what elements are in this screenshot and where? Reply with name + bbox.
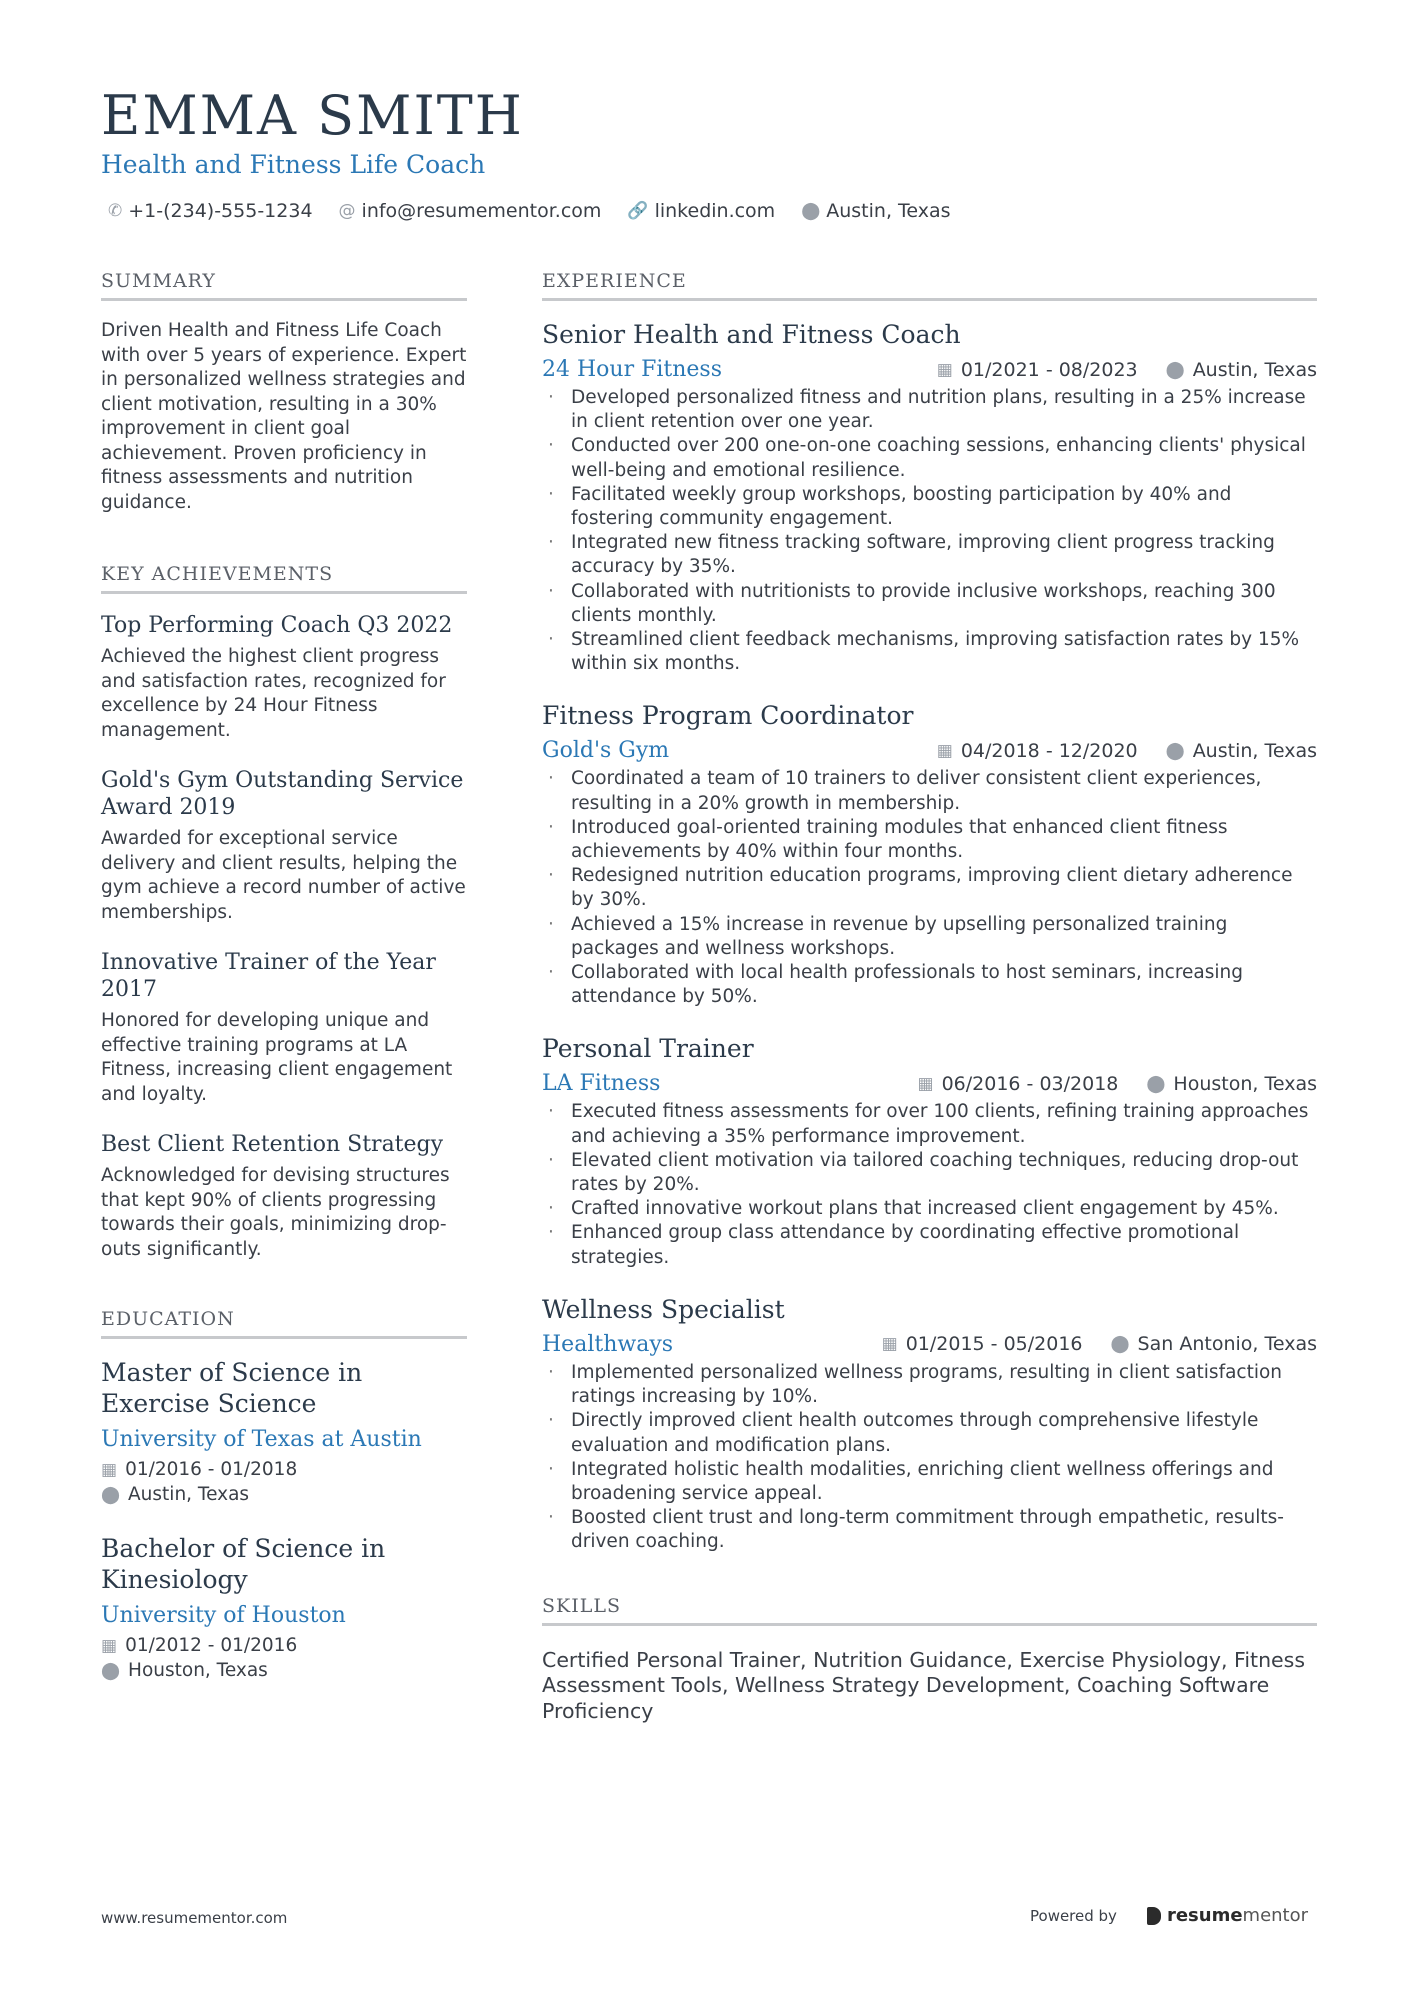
job-company: LA Fitness	[542, 1071, 661, 1097]
achievement-item	[101, 612, 467, 743]
achievement-item	[101, 1131, 467, 1262]
job-location	[1166, 740, 1317, 762]
job-bullet: · Conducted over 200 one-on-one coaching sessions, enhancing clients' physical well-being and emotional resilience.	[542, 434, 1317, 482]
education-dates-text: 01/2016 - 01/2018	[125, 1459, 298, 1480]
job-bullet: · Developed personalized fitness and nutrition plans, resulting in a 25% increase in client retention over one year.	[542, 386, 1317, 434]
job-bullet: · Enhanced group class attendance by coordinating effective promotional strategies.	[542, 1221, 1317, 1269]
job-company: Gold's Gym	[542, 738, 670, 764]
job-meta	[882, 1333, 1317, 1355]
job-bullet: · Collaborated with nutritionists to provide inclusive workshops, reaching 300 clients monthly.	[542, 580, 1317, 628]
job-line	[542, 1071, 1317, 1096]
contact-email-text: info@resumementor.com	[361, 200, 602, 222]
job-bullets	[542, 1361, 1317, 1555]
job-meta	[937, 359, 1317, 381]
achievements-heading: KEY ACHIEVEMENTS	[101, 563, 467, 594]
job-location-text: Austin, Texas	[1192, 358, 1317, 381]
achievement-title: Best Client Retention Strategy	[101, 1132, 444, 1157]
candidate-title: Health and Fitness Life Coach	[101, 150, 486, 179]
at-icon: @	[338, 201, 356, 221]
location-icon: ⬤	[1146, 1073, 1166, 1094]
calendar-icon: ▦	[101, 1636, 118, 1656]
left-column	[101, 270, 467, 1709]
footer-brand	[1030, 1905, 1308, 1926]
education-location-text: Austin, Texas	[128, 1483, 250, 1505]
job-entry	[542, 319, 1317, 676]
link-icon: 🔗	[627, 201, 649, 221]
calendar-icon: ▦	[101, 1460, 118, 1480]
job-dates	[882, 1333, 1083, 1355]
contact-phone[interactable]	[108, 200, 313, 222]
achievement-title: Top Performing Coach Q3 2022	[101, 613, 453, 638]
summary-heading: SUMMARY	[101, 270, 467, 301]
job-bullet: · Directly improved client health outcomes through comprehensive lifestyle evaluation and modification plans.	[542, 1409, 1317, 1457]
job-role: Senior Health and Fitness Coach	[542, 320, 961, 349]
job-entry	[542, 700, 1317, 1009]
job-bullet: · Executed fitness assessments for over 100 clients, refining training approaches and achieving a 35% performance improvement.	[542, 1100, 1317, 1148]
calendar-icon: ▦	[936, 740, 953, 761]
job-location	[1146, 1073, 1317, 1095]
job-bullet: · Achieved a 15% increase in revenue by upselling personalized training packages and wellness workshops.	[542, 913, 1317, 961]
job-role: Fitness Program Coordinator	[542, 701, 914, 731]
contact-linkedin[interactable]	[627, 200, 775, 222]
job-dates	[918, 1073, 1119, 1095]
achievement-text: Achieved the highest client progress and satisfaction rates, recognized for excellence by 24 Hour Fitness management.	[101, 646, 446, 741]
job-line	[542, 738, 1317, 763]
experience-section	[542, 270, 1317, 1555]
education-location	[101, 1483, 467, 1508]
education-item	[101, 1533, 467, 1683]
job-bullet: · Elevated client motivation via tailored coaching techniques, reducing drop-out rates by 20%.	[542, 1149, 1317, 1197]
job-bullet: · Redesigned nutrition education programs, improving client dietary adherence by 30%.	[542, 864, 1317, 912]
right-column	[542, 270, 1317, 1724]
education-location-text: Houston, Texas	[128, 1659, 268, 1681]
contact-bar	[108, 200, 951, 222]
job-location-text: San Antonio, Texas	[1137, 1333, 1317, 1356]
contact-email[interactable]	[339, 200, 602, 222]
footer-website[interactable]: www.resumementor.com	[101, 1909, 288, 1927]
achievement-text: Honored for developing unique and effective training programs at LA Fitness, increasing client engagement and loyalty.	[101, 1010, 453, 1105]
job-dates-text: 01/2021 - 08/2023	[960, 358, 1138, 381]
job-role: Personal Trainer	[542, 1034, 754, 1064]
job-bullet: · Streamlined client feedback mechanisms, improving satisfaction rates by 15% within six months.	[542, 628, 1317, 676]
job-bullets	[542, 386, 1317, 676]
contact-linkedin-text: linkedin.com	[654, 200, 776, 222]
job-role: Wellness Specialist	[542, 1294, 785, 1324]
education-dates	[101, 1634, 467, 1659]
experience-heading: EXPERIENCE	[542, 270, 1317, 301]
achievement-text: Awarded for exceptional service delivery and client results, helping the gym achieve a record number of active memberships.	[101, 828, 466, 923]
job-entry	[542, 1294, 1317, 1555]
calendar-icon: ▦	[936, 359, 953, 380]
calendar-icon: ▦	[881, 1334, 898, 1355]
job-entry	[542, 1033, 1317, 1269]
powered-by-label: Powered by	[1030, 1906, 1117, 1925]
job-dates-text: 04/2018 - 12/2020	[960, 739, 1138, 762]
location-icon: ⬤	[101, 1484, 121, 1505]
contact-location-text: Austin, Texas	[826, 200, 951, 222]
job-dates-text: 01/2015 - 05/2016	[905, 1333, 1083, 1356]
job-dates	[937, 740, 1138, 762]
school-name: University of Houston	[101, 1603, 346, 1628]
contact-phone-text: +1-(234)-555-1234	[128, 200, 313, 222]
achievement-title: Innovative Trainer of the Year 2017	[101, 950, 436, 1002]
degree-title: Bachelor of Science in Kinesiology	[101, 1534, 386, 1594]
summary-section	[101, 270, 467, 515]
education-item	[101, 1357, 467, 1507]
job-bullet: · Facilitated weekly group workshops, boosting participation by 40% and fostering community engagement.	[542, 483, 1317, 531]
brand-light: mentor	[1242, 1905, 1309, 1926]
job-bullet: · Boosted client trust and long-term commitment through empathetic, results-driven coaching.	[542, 1506, 1317, 1554]
job-location-text: Houston, Texas	[1173, 1072, 1317, 1095]
job-company: 24 Hour Fitness	[542, 357, 723, 382]
job-dates-text: 06/2016 - 03/2018	[941, 1072, 1119, 1095]
job-meta	[937, 740, 1317, 762]
degree-title: Master of Science in Exercise Science	[101, 1358, 363, 1418]
achievements-section	[101, 563, 467, 1262]
contact-location	[801, 200, 950, 222]
education-dates-text: 01/2012 - 01/2016	[125, 1635, 298, 1656]
job-bullet: · Implemented personalized wellness programs, resulting in client satisfaction ratings increasing by 10%.	[542, 1361, 1317, 1409]
job-bullet: · Coordinated a team of 10 trainers to deliver consistent client experiences, resulting in a 20% growth in membership.	[542, 767, 1317, 815]
resumementor-logo-icon	[1147, 1907, 1161, 1925]
location-icon: ⬤	[101, 1660, 121, 1681]
achievement-title: Gold's Gym Outstanding Service Award 2019	[101, 768, 464, 820]
location-icon: ⬤	[1165, 359, 1185, 380]
education-dates	[101, 1458, 467, 1483]
phone-icon: ✆	[108, 201, 123, 221]
job-bullets	[542, 1100, 1317, 1269]
job-dates	[937, 359, 1138, 381]
school-name: University of Texas at Austin	[101, 1427, 422, 1452]
job-bullet: · Integrated holistic health modalities, enriching client wellness offerings and broadening service appeal.	[542, 1458, 1317, 1506]
job-line	[542, 1332, 1317, 1357]
job-line	[542, 357, 1317, 382]
calendar-icon: ▦	[917, 1073, 934, 1094]
education-section	[101, 1308, 467, 1683]
job-bullet: · Crafted innovative workout plans that increased client engagement by 45%.	[542, 1197, 1317, 1221]
job-bullets	[542, 767, 1317, 1009]
candidate-name: EMMA SMITH	[101, 84, 524, 147]
location-icon: ⬤	[1165, 740, 1185, 761]
skills-heading: SKILLS	[542, 1595, 1317, 1626]
job-bullet: · Introduced goal-oriented training modules that enhanced client fitness achievements by 40% within four months.	[542, 816, 1317, 864]
brand-bold: resume	[1166, 1905, 1243, 1926]
skills-section	[542, 1595, 1317, 1725]
achievement-text: Acknowledged for devising structures that kept 90% of clients progressing towards their goals, minimizing drop-outs significantly.	[101, 1165, 450, 1260]
location-icon: ⬤	[801, 201, 821, 221]
job-location	[1166, 359, 1317, 381]
job-company: Healthways	[542, 1331, 674, 1357]
brand-logo[interactable]	[1147, 1905, 1308, 1926]
job-location-text: Austin, Texas	[1192, 739, 1317, 762]
achievement-item	[101, 767, 467, 925]
location-icon: ⬤	[1110, 1334, 1130, 1355]
summary-text: Driven Health and Fitness Life Coach with over 5 years of experience. Expert in personalized wellness strategies and client motivation, resulting in a 30% improvement in client goal achievement. Proven proficiency in fitness assessments and nutrition guidance.	[101, 320, 467, 513]
job-bullet: · Integrated new fitness tracking software, improving client progress tracking accuracy by 35%.	[542, 531, 1317, 579]
job-bullet: · Collaborated with local health professionals to host seminars, increasing attendance by 50%.	[542, 961, 1317, 1009]
education-location	[101, 1659, 467, 1684]
job-meta	[918, 1073, 1317, 1095]
skills-text: Certified Personal Trainer, Nutrition Guidance, Exercise Physiology, Fitness Assessment Tools, Wellness Strategy Development, Coaching Software Proficiency	[542, 1647, 1306, 1723]
education-heading: EDUCATION	[101, 1308, 467, 1339]
job-location	[1111, 1333, 1317, 1355]
achievement-item	[101, 949, 467, 1107]
